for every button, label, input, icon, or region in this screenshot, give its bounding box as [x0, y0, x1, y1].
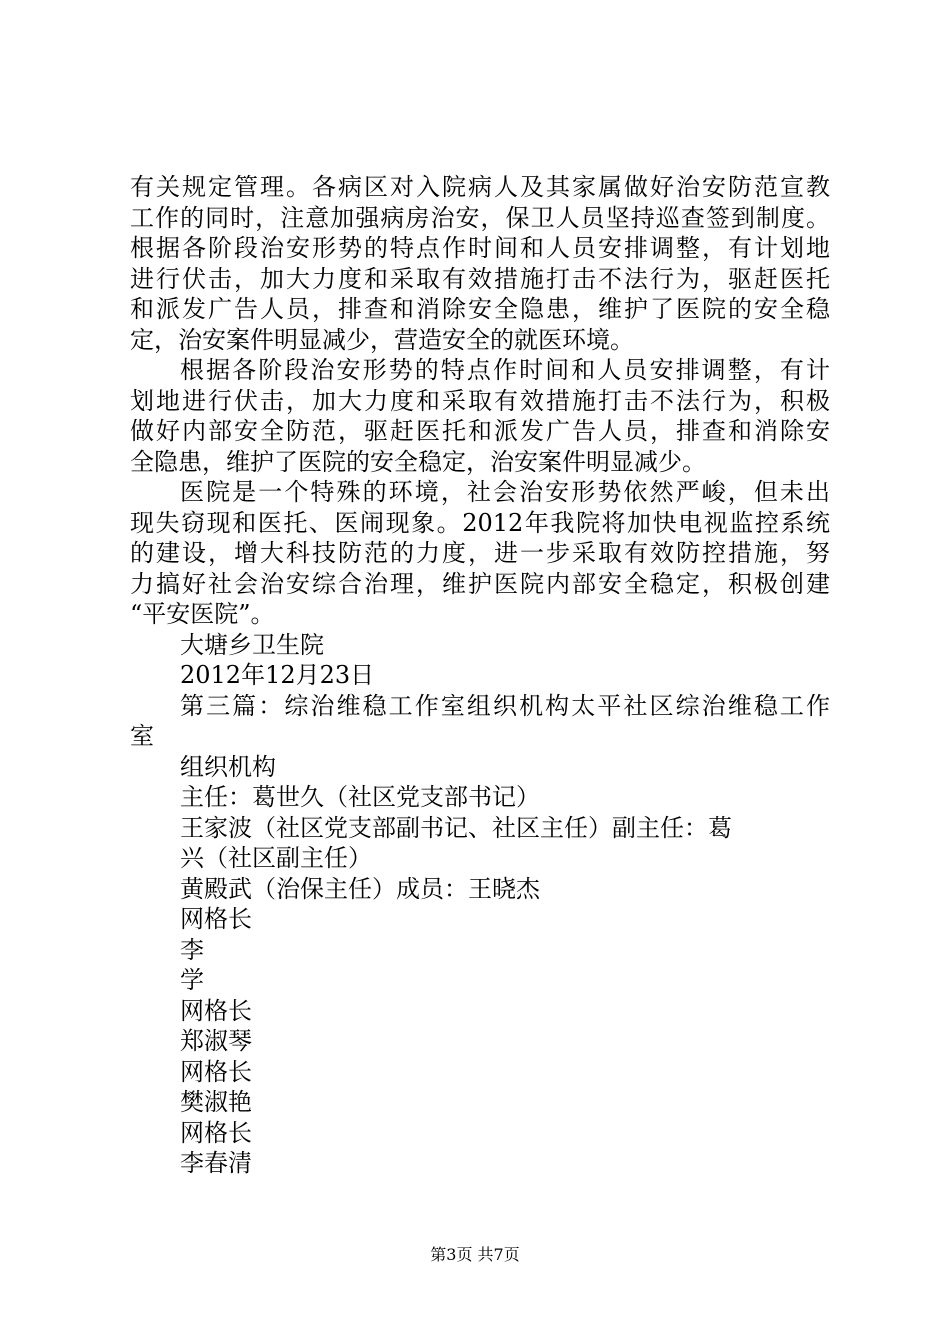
text-line: 组织机构: [180, 752, 276, 781]
document-body: [130, 172, 830, 1179]
text-line: 李春清: [180, 1149, 252, 1177]
text-line: 根据各阶段治安形势的特点作时间和人员安排调整，有计: [180, 356, 830, 384]
text-line: 兴（社区副主任）: [180, 844, 372, 872]
text-line: 的建设，增大科技防范的力度，进一步采取有效防控措施，努: [130, 539, 830, 567]
text-line: 进行伏击，加大力度和采取有效措施打击不法行为，驱赶医托: [130, 264, 830, 293]
text-line: “平安医院”。: [130, 600, 275, 628]
text-line: 主任：葛世久（社区党支部书记）: [180, 783, 540, 811]
text-line: 划地进行伏击，加大力度和采取有效措施打击不法行为，积极: [130, 386, 830, 415]
text-line: 根据各阶段治安形势的特点作时间和人员安排调整，有计划地: [130, 234, 830, 262]
text-line: 黄殿武（治保主任）成员：王晓杰: [180, 874, 540, 903]
signature-date: 2012年12月23日: [180, 661, 375, 689]
text-line: 全隐患，维护了医院的安全稳定，治安案件明显减少。: [130, 447, 706, 476]
text-line: 网格长: [180, 1057, 252, 1086]
text-line: 工作的同时，注意加强病房治安，保卫人员坚持巡查签到制度。: [130, 203, 830, 232]
text-line: 网格长: [180, 905, 252, 933]
page-number-label: 第3页 共7页: [430, 1245, 520, 1264]
text-line: 李: [180, 935, 204, 964]
text-line: 现失窃现和医托、医闹现象。2012年我院将加快电视监控系统: [130, 508, 830, 537]
text-line: 定，治安案件明显减少，营造安全的就医环境。: [130, 325, 634, 354]
page-footer: [0, 1245, 950, 1265]
text-line: 郑淑琴: [180, 1027, 252, 1055]
text-line: 有关规定管理。各病区对入院病人及其家属做好治安防范宣教: [130, 173, 830, 201]
text-line: 樊淑艳: [180, 1088, 252, 1116]
text-line: 网格长: [180, 996, 252, 1025]
signature-organization: 大塘乡卫生院: [180, 630, 324, 659]
section-heading-continuation: 室: [130, 722, 154, 750]
text-line: 医院是一个特殊的环境，社会治安形势依然严峻，但未出: [180, 478, 830, 506]
text-line: 做好内部安全防范，驱赶医托和派发广告人员，排查和消除安: [130, 417, 830, 445]
text-line: 网格长: [180, 1118, 252, 1147]
section-heading: 第三篇：综治维稳工作室组织机构太平社区综治维稳工作: [180, 691, 830, 720]
text-line: 力搞好社会治安综合治理，维护医院内部安全稳定，积极创建: [130, 569, 830, 598]
text-line: 和派发广告人员，排查和消除安全隐患，维护了医院的安全稳: [130, 295, 830, 323]
text-line: 王家波（社区党支部副书记、社区主任）副主任：葛: [180, 813, 732, 842]
text-line: 学: [180, 966, 204, 994]
